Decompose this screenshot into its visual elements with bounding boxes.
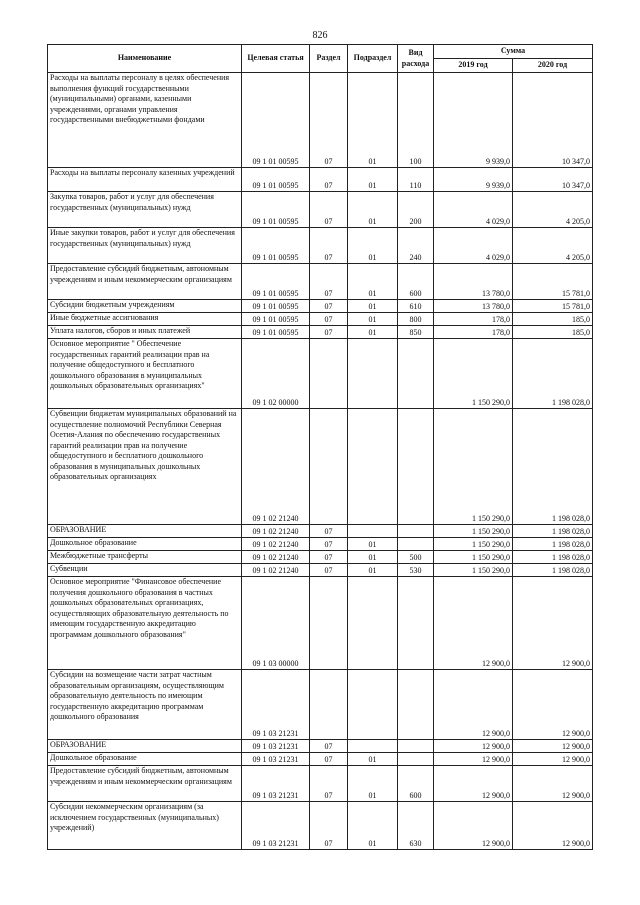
cell-subsection: 01: [348, 73, 398, 168]
cell-name: Основное мероприятие " Обеспечение государственных гарантий реализации прав на получение общедоступного и бесплатного дошкольного образования в муниципальных дошкольных образовательных организациях": [48, 339, 242, 409]
cell-sum-2019: 13 780,0: [434, 300, 513, 313]
cell-sum-2020: 12 900,0: [513, 670, 593, 740]
cell-subsection: 01: [348, 802, 398, 850]
cell-subsection: [348, 670, 398, 740]
cell-sum-2020: 185,0: [513, 326, 593, 339]
cell-target: 09 1 01 00595: [242, 326, 310, 339]
cell-sum-2019: 178,0: [434, 326, 513, 339]
cell-name: Дошкольное образование: [48, 538, 242, 551]
cell-target: 09 1 01 00595: [242, 300, 310, 313]
cell-section: 07: [310, 753, 348, 766]
cell-target: 09 1 02 21240: [242, 564, 310, 577]
cell-sum-2019: 1 150 290,0: [434, 339, 513, 409]
cell-target: 09 1 01 00595: [242, 192, 310, 228]
cell-section: 07: [310, 326, 348, 339]
cell-subsection: 01: [348, 766, 398, 802]
cell-expense-type: 500: [398, 551, 434, 564]
cell-expense-type: 850: [398, 326, 434, 339]
cell-name: Субсидии некоммерческим организациям (за исключением государственных (муниципальных) учреждений): [48, 802, 242, 850]
cell-sum-2019: 1 150 290,0: [434, 525, 513, 538]
table-row: [48, 313, 593, 326]
cell-name: Субсидии на возмещение части затрат частным образовательным организациям, осуществляющим образовательную деятельность по имеющим государственную аккредитацию программам дошкольного образования: [48, 670, 242, 740]
cell-name: Уплата налогов, сборов и иных платежей: [48, 326, 242, 339]
table-body: [48, 73, 593, 850]
cell-target: 09 1 03 21231: [242, 766, 310, 802]
cell-target: 09 1 01 00595: [242, 228, 310, 264]
cell-sum-2020: 4 205,0: [513, 192, 593, 228]
cell-name: ОБРАЗОВАНИЕ: [48, 740, 242, 753]
cell-target: 09 1 03 21231: [242, 802, 310, 850]
cell-subsection: 01: [348, 326, 398, 339]
table-row: [48, 73, 593, 168]
cell-name: Предоставление субсидий бюджетным, автономным учреждениям и иным некоммерческим организациям: [48, 264, 242, 300]
table-row: [48, 564, 593, 577]
cell-section: [310, 409, 348, 525]
cell-expense-type: [398, 753, 434, 766]
cell-target: 09 1 02 21240: [242, 409, 310, 525]
cell-section: 07: [310, 168, 348, 192]
table-row: [48, 670, 593, 740]
cell-sum-2019: 12 900,0: [434, 802, 513, 850]
cell-section: 07: [310, 313, 348, 326]
header-year-2020: 2020 год: [513, 59, 593, 73]
cell-name: ОБРАЗОВАНИЕ: [48, 525, 242, 538]
cell-sum-2019: 13 780,0: [434, 264, 513, 300]
cell-section: 07: [310, 73, 348, 168]
page-number: 826: [312, 30, 328, 41]
cell-sum-2019: 12 900,0: [434, 670, 513, 740]
cell-sum-2020: 185,0: [513, 313, 593, 326]
cell-sum-2020: 12 900,0: [513, 802, 593, 850]
table-row: [48, 192, 593, 228]
cell-section: [310, 339, 348, 409]
cell-section: 07: [310, 551, 348, 564]
cell-section: 07: [310, 264, 348, 300]
cell-expense-type: [398, 740, 434, 753]
cell-sum-2019: 4 029,0: [434, 228, 513, 264]
table-row: [48, 326, 593, 339]
table-row: [48, 577, 593, 670]
cell-name: Основное мероприятие "Финансовое обеспечение получения дошкольного образования в частных дошкольных образовательных организациях, осуществляющих образовательную деятельность по имеющим государственную аккредитацию программам дошкольного образования": [48, 577, 242, 670]
cell-expense-type: [398, 670, 434, 740]
table-row: [48, 168, 593, 192]
cell-target: 09 1 01 00595: [242, 264, 310, 300]
cell-sum-2019: 1 150 290,0: [434, 538, 513, 551]
header-target: Целевая статья: [242, 45, 310, 73]
cell-target: 09 1 02 00000: [242, 339, 310, 409]
cell-target: 09 1 03 21231: [242, 740, 310, 753]
table-row: [48, 766, 593, 802]
cell-sum-2019: 9 939,0: [434, 73, 513, 168]
cell-sum-2019: 1 150 290,0: [434, 409, 513, 525]
cell-target: 09 1 01 00595: [242, 313, 310, 326]
table-row: [48, 753, 593, 766]
cell-section: 07: [310, 192, 348, 228]
cell-name: Предоставление субсидий бюджетным, автономным учреждениям и иным некоммерческим организациям: [48, 766, 242, 802]
cell-subsection: [348, 339, 398, 409]
cell-subsection: 01: [348, 264, 398, 300]
cell-sum-2020: 1 198 028,0: [513, 409, 593, 525]
cell-section: 07: [310, 538, 348, 551]
cell-name: Закупка товаров, работ и услуг для обеспечения государственных (муниципальных) нужд: [48, 192, 242, 228]
cell-subsection: [348, 409, 398, 525]
cell-section: 07: [310, 300, 348, 313]
cell-subsection: 01: [348, 192, 398, 228]
cell-expense-type: 600: [398, 264, 434, 300]
cell-expense-type: 530: [398, 564, 434, 577]
cell-sum-2020: 1 198 028,0: [513, 538, 593, 551]
cell-sum-2020: 1 198 028,0: [513, 339, 593, 409]
cell-subsection: [348, 577, 398, 670]
cell-expense-type: 630: [398, 802, 434, 850]
header-sum: Сумма: [434, 45, 593, 59]
cell-expense-type: 600: [398, 766, 434, 802]
cell-target: 09 1 02 21240: [242, 525, 310, 538]
cell-section: [310, 670, 348, 740]
cell-name: Межбюджетные трансферты: [48, 551, 242, 564]
table-row: [48, 802, 593, 850]
cell-expense-type: [398, 525, 434, 538]
cell-name: Субвенции: [48, 564, 242, 577]
cell-name: Субсидии бюджетным учреждениям: [48, 300, 242, 313]
table-header: [48, 45, 593, 73]
cell-target: 09 1 03 21231: [242, 753, 310, 766]
cell-sum-2020: 10 347,0: [513, 73, 593, 168]
cell-target: 09 1 02 21240: [242, 538, 310, 551]
cell-section: 07: [310, 802, 348, 850]
table-row: [48, 525, 593, 538]
budget-table: [47, 44, 593, 850]
cell-subsection: 01: [348, 564, 398, 577]
header-name: Наименование: [48, 45, 242, 73]
cell-sum-2020: 12 900,0: [513, 766, 593, 802]
cell-subsection: 01: [348, 538, 398, 551]
cell-expense-type: 110: [398, 168, 434, 192]
table-row: [48, 264, 593, 300]
cell-sum-2020: 1 198 028,0: [513, 551, 593, 564]
cell-expense-type: [398, 577, 434, 670]
cell-sum-2019: 12 900,0: [434, 753, 513, 766]
cell-name: Иные бюджетные ассигнования: [48, 313, 242, 326]
cell-expense-type: 200: [398, 192, 434, 228]
cell-name: Иные закупки товаров, работ и услуг для обеспечения государственных (муниципальных) нужд: [48, 228, 242, 264]
cell-subsection: 01: [348, 313, 398, 326]
cell-target: 09 1 01 00595: [242, 73, 310, 168]
cell-sum-2019: 12 900,0: [434, 766, 513, 802]
cell-target: 09 1 01 00595: [242, 168, 310, 192]
cell-name: Дошкольное образование: [48, 753, 242, 766]
header-subsection: Подраздел: [348, 45, 398, 73]
cell-sum-2020: 1 198 028,0: [513, 564, 593, 577]
cell-sum-2019: 9 939,0: [434, 168, 513, 192]
cell-sum-2020: 15 781,0: [513, 300, 593, 313]
table-row: [48, 551, 593, 564]
cell-subsection: 01: [348, 228, 398, 264]
table-row: [48, 409, 593, 525]
cell-section: 07: [310, 740, 348, 753]
cell-sum-2020: 12 900,0: [513, 740, 593, 753]
cell-target: 09 1 02 21240: [242, 551, 310, 564]
cell-section: 07: [310, 766, 348, 802]
cell-sum-2019: 1 150 290,0: [434, 551, 513, 564]
cell-expense-type: 800: [398, 313, 434, 326]
table-row: [48, 538, 593, 551]
header-year-2019: 2019 год: [434, 59, 513, 73]
cell-subsection: 01: [348, 551, 398, 564]
cell-sum-2020: 4 205,0: [513, 228, 593, 264]
cell-expense-type: 100: [398, 73, 434, 168]
cell-sum-2020: 15 781,0: [513, 264, 593, 300]
cell-sum-2020: 12 900,0: [513, 753, 593, 766]
header-section: Раздел: [310, 45, 348, 73]
cell-name: Расходы на выплаты персоналу в целях обеспечения выполнения функций государственными (муниципальными) органами, казенными учреждениями, органами управления государственными внебюджетными фондами: [48, 73, 242, 168]
cell-section: 07: [310, 564, 348, 577]
cell-sum-2019: 12 900,0: [434, 740, 513, 753]
table-row: [48, 300, 593, 313]
table-row: [48, 740, 593, 753]
table-row: [48, 228, 593, 264]
cell-sum-2019: 12 900,0: [434, 577, 513, 670]
cell-name: Расходы на выплаты персоналу казенных учреждений: [48, 168, 242, 192]
cell-expense-type: [398, 409, 434, 525]
cell-expense-type: [398, 339, 434, 409]
cell-target: 09 1 03 21231: [242, 670, 310, 740]
cell-expense-type: [398, 538, 434, 551]
cell-expense-type: 240: [398, 228, 434, 264]
cell-section: 07: [310, 525, 348, 538]
cell-sum-2019: 1 150 290,0: [434, 564, 513, 577]
cell-section: 07: [310, 228, 348, 264]
header-expense-type: Вид расхода: [398, 45, 434, 73]
cell-subsection: 01: [348, 300, 398, 313]
cell-target: 09 1 03 00000: [242, 577, 310, 670]
cell-subsection: 01: [348, 753, 398, 766]
cell-sum-2020: 1 198 028,0: [513, 525, 593, 538]
cell-subsection: [348, 740, 398, 753]
cell-expense-type: 610: [398, 300, 434, 313]
cell-subsection: [348, 525, 398, 538]
cell-name: Субвенции бюджетам муниципальных образований на осуществление полномочий Республики Северная Осетия-Алания по обеспечению государственных гарантий реализации прав на получение общедоступного и бесплатного дошкольного образования в муниципальных дошкольных образовательных организациях: [48, 409, 242, 525]
cell-subsection: 01: [348, 168, 398, 192]
cell-sum-2020: 10 347,0: [513, 168, 593, 192]
table-row: [48, 339, 593, 409]
cell-section: [310, 577, 348, 670]
cell-sum-2019: 178,0: [434, 313, 513, 326]
cell-sum-2019: 4 029,0: [434, 192, 513, 228]
cell-sum-2020: 12 900,0: [513, 577, 593, 670]
